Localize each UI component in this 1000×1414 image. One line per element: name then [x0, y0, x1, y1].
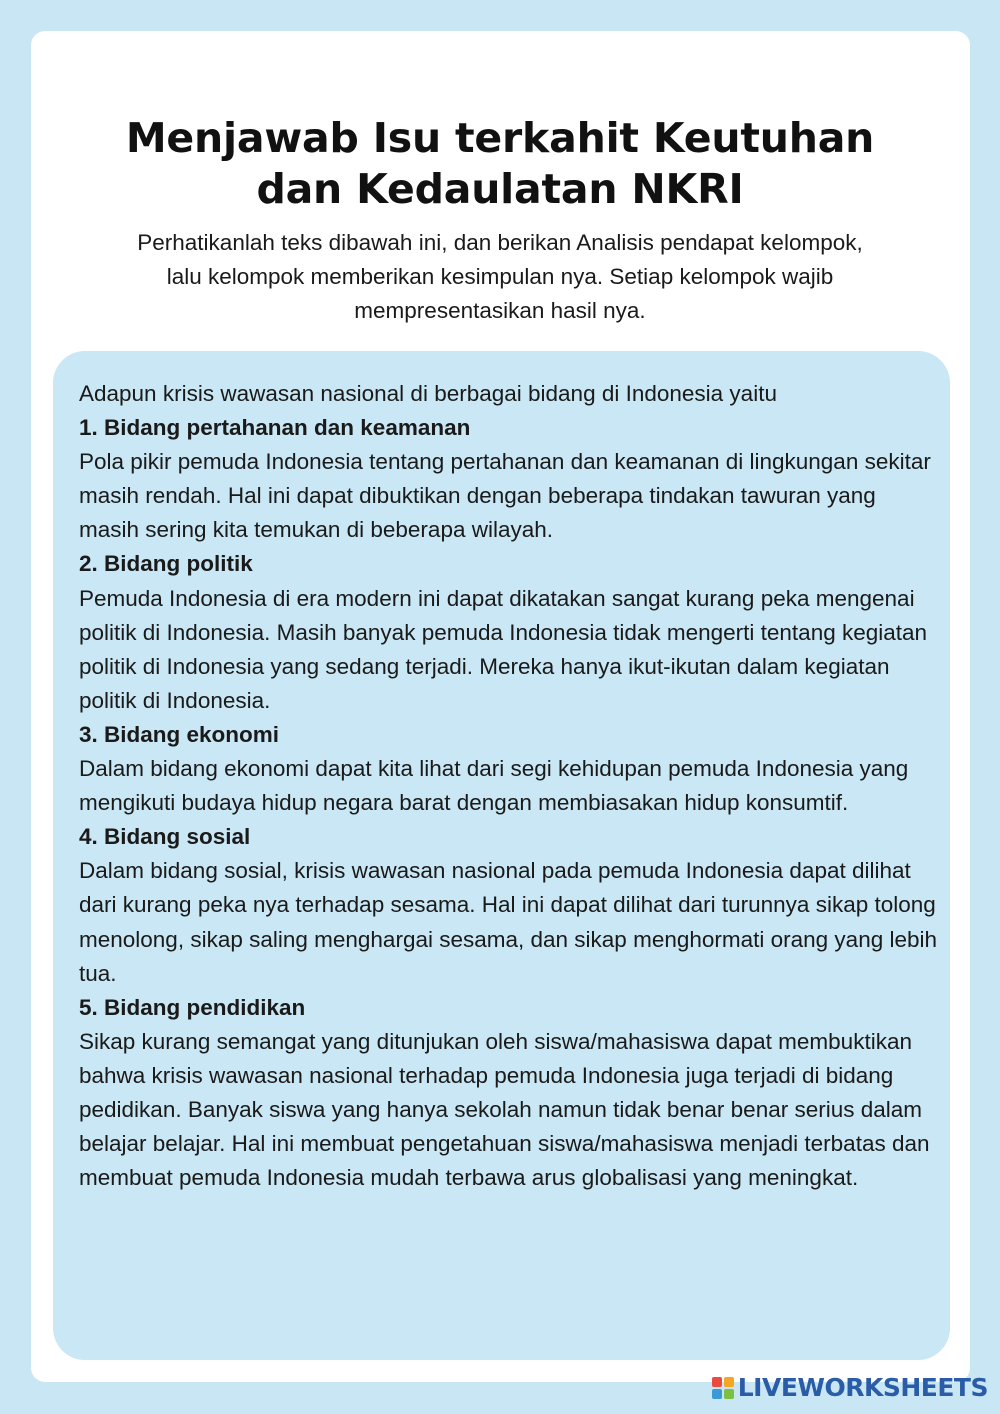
section-body-social: Dalam bidang sosial, krisis wawasan nasional pada pemuda Indonesia dapat dilihat dari kurang peka nya terhadap sesama. Hal ini dapat dilihat dari turunnya sikap tolong menolong, sikap saling menghargai sesama, dan sikap menghormati orang yang lebih tua. [79, 858, 938, 986]
section-heading-education: 5. Bidang pendidikan [79, 994, 306, 1020]
section-heading-defense: 1. Bidang pertahanan dan keamanan [79, 415, 471, 441]
article-content [79, 377, 939, 1195]
section-body-politics: Pemuda Indonesia di era modern ini dapat dikatakan sangat kurang peka mengenai politik di Indonesia. Masih banyak pemuda Indonesia tidak mengerti tentang kegiatan politik di Indonesia yang sedang terjadi. Mereka hanya ikut-ikutan dalam kegiatan politik di Indonesia. [79, 585, 928, 713]
liveworksheets-logo-icon [712, 1377, 734, 1399]
section-body-economy: Dalam bidang ekonomi dapat kita lihat dari segi kehidupan pemuda Indonesia yang mengikuti budaya hidup negara barat dengan membiasakan hidup konsumtif. [79, 756, 909, 816]
article-intro: Adapun krisis wawasan nasional di berbagai bidang di Indonesia yaitu [79, 381, 777, 406]
section-body-education: Sikap kurang semangat yang ditunjukan oleh siswa/mahasiswa dapat membuktikan bahwa krisis wawasan nasional terhadap pemuda Indonesia juga terjadi di bidang pedidikan. Banyak siswa yang hanya sekolah namun tidak benar benar serius dalam belajar belajar. Hal ini membuat pengetahuan siswa/mahasiswa menjadi terbatas dan membuat pemuda Indonesia mudah terbawa arus globalisasi yang meningkat. [79, 1028, 930, 1191]
logo-square-blue [712, 1389, 722, 1399]
title-line-1: Menjawab Isu terkahit Keutuhan [125, 114, 875, 163]
instructions-text: Perhatikanlah teks dibawah ini, dan berikan Analisis pendapat kelompok, lalu kelompok memberikan kesimpulan nya. Setiap kelompok wajib mempresentasikan hasil nya. [137, 229, 863, 323]
section-heading-politics: 2. Bidang politik [79, 551, 253, 577]
logo-square-orange [724, 1377, 734, 1387]
logo-square-red [712, 1377, 722, 1387]
liveworksheets-brand-text: LIVEWORKSHEETS [737, 1373, 988, 1402]
section-heading-economy: 3. Bidang ekonomi [79, 721, 280, 747]
page-title [0, 113, 1000, 215]
logo-square-green [724, 1389, 734, 1399]
liveworksheets-logo[interactable] [712, 1373, 988, 1402]
section-body-defense: Pola pikir pemuda Indonesia tentang pertahanan dan keamanan di lingkungan sekitar masih rendah. Hal ini dapat dibuktikan dengan beberapa tindakan tawuran yang masih sering kita temukan di beberapa wilayah. [79, 449, 931, 543]
title-line-2: dan Kedaulatan NKRI [256, 165, 744, 214]
section-heading-social: 4. Bidang sosial [79, 824, 251, 850]
